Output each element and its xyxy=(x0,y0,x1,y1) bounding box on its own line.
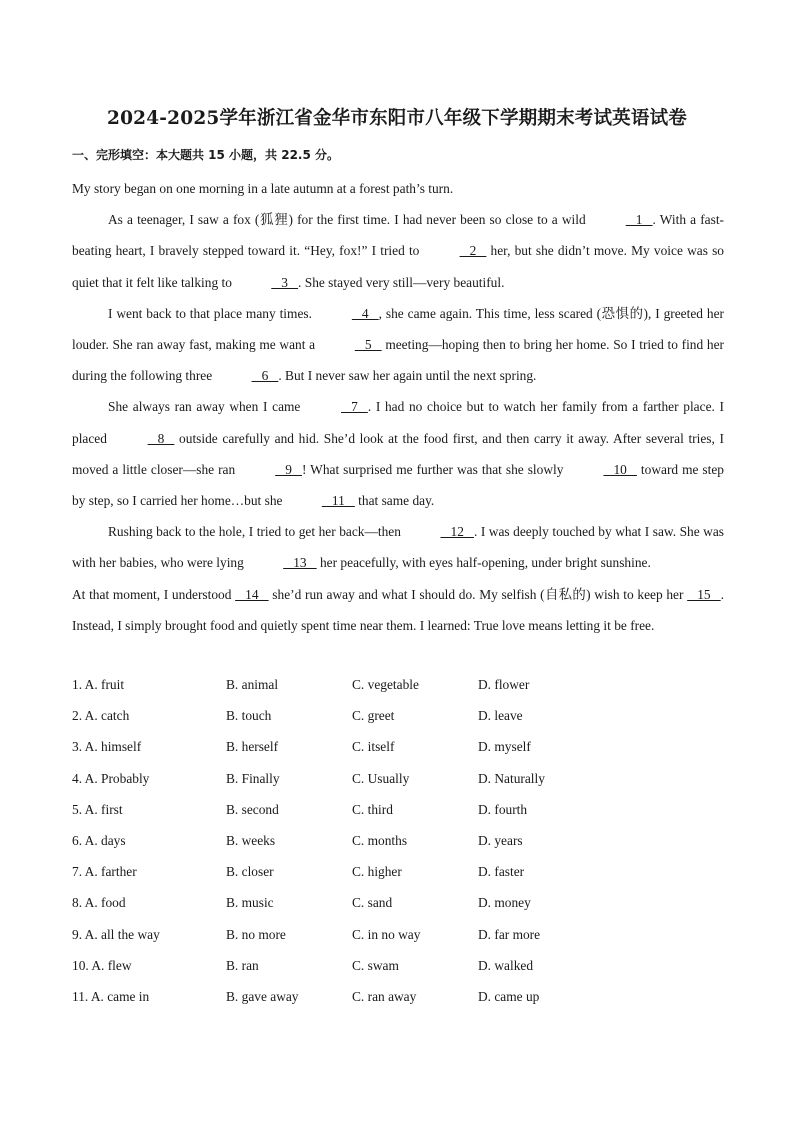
option-a: 9. A. all the way xyxy=(72,926,160,942)
option-c: C. vegetable xyxy=(352,677,419,692)
option-a: 10. A. flew xyxy=(72,957,132,973)
exam-title: 2024-2025学年浙江省金华市东阳市八年级下学期期末考试英语试卷 xyxy=(107,108,687,129)
answer-blank: 4 xyxy=(351,305,379,321)
option-d: D. money xyxy=(478,895,531,911)
passage-text: . But I never saw her again until the next spring. xyxy=(278,368,537,384)
option-b: B. ran xyxy=(226,957,259,973)
passage-text: . I had no choice but to watch her family from a farther place. I placed xyxy=(72,399,724,446)
option-b: B. closer xyxy=(226,864,274,880)
passage-paragraph xyxy=(72,516,724,578)
passage-text: My story began on one morning in a late autumn at a forest path’s turn. xyxy=(72,181,454,196)
option-c: C. ran away xyxy=(352,988,417,1004)
answer-blank: 10 xyxy=(603,461,637,477)
option-b: B. music xyxy=(226,895,274,911)
passage-paragraph xyxy=(72,579,724,641)
option-b: B. Finally xyxy=(226,770,280,786)
answer-blank: 8 xyxy=(147,430,175,446)
option-d: D. years xyxy=(478,832,523,848)
option-d: D. faster xyxy=(478,864,525,880)
option-d: D. fourth xyxy=(478,801,528,817)
option-d: D. Naturally xyxy=(478,770,545,786)
passage-text: ! What surprised me further was that she slowly xyxy=(301,461,568,477)
option-a: 1. A. fruit xyxy=(72,677,125,692)
passage-text: her, but she didn’t move. My voice was so quiet that it felt like talking to xyxy=(72,243,724,290)
option-b: B. second xyxy=(226,801,279,817)
option-a: 5. A. first xyxy=(72,801,123,817)
option-d: D. far more xyxy=(478,926,541,942)
passage-text: her peacefully, with eyes half-opening, under bright sunshine. xyxy=(316,555,651,571)
option-b: B. weeks xyxy=(226,832,276,848)
passage-text: . Instead, I simply brought food and quietly spent time near them. I learned: True love means letting it be free. xyxy=(72,586,724,633)
passage-text: she’d run away and what I should do. My selfish (自私的) wish to keep her xyxy=(268,586,688,602)
passage-paragraph xyxy=(72,391,724,516)
option-c: C. months xyxy=(352,832,408,848)
answer-blank: 13 xyxy=(283,555,317,571)
section-heading: 一、完形填空：本大题共 15 小题，共 22.5 分。 xyxy=(72,148,340,162)
option-d: D. walked xyxy=(478,957,534,973)
answer-blank: 9 xyxy=(275,461,302,477)
option-b: B. no more xyxy=(226,926,286,942)
answer-blank: 11 xyxy=(321,493,355,509)
option-c: C. in no way xyxy=(352,926,421,942)
passage-text: . She stayed very still—very beautiful. xyxy=(298,274,505,290)
answer-blank: 6 xyxy=(251,368,279,384)
option-a: 2. A. catch xyxy=(72,708,130,724)
passage-text: Rushing back to the hole, I tried to get her back—then xyxy=(108,524,405,540)
passage-text: outside carefully and hid. She’d look at the food first, and then carry it away. After several tries, I moved a little closer—she ran xyxy=(72,430,724,477)
answer-blank: 12 xyxy=(440,524,474,540)
option-a: 6. A. days xyxy=(72,832,126,848)
passage-text: At that moment, I understood xyxy=(72,586,236,602)
option-a: 3. A. himself xyxy=(72,739,142,755)
passage-text: , she came again. This time, less scared (恐惧的), I greeted her louder. She ran away fast, making me want a xyxy=(72,305,724,353)
option-c: C. sand xyxy=(352,895,393,911)
answer-blank: 2 xyxy=(459,243,487,259)
answer-blank: 3 xyxy=(271,274,299,290)
option-a: 11. A. came in xyxy=(72,988,150,1004)
answer-blank: 1 xyxy=(625,212,653,228)
answer-blank: 5 xyxy=(354,337,382,353)
passage-text: toward me step by step, so I carried her home…but she xyxy=(72,461,724,509)
option-c: C. Usually xyxy=(352,770,410,786)
passage-text: . I was deeply touched by what I saw. She was with her babies, who were lying xyxy=(72,524,724,571)
passage-paragraph xyxy=(72,204,724,298)
passage-text: that same day. xyxy=(354,493,435,509)
option-a: 7. A. farther xyxy=(72,864,137,880)
option-c: C. greet xyxy=(352,708,395,724)
passage-paragraph xyxy=(72,298,724,392)
option-c: C. itself xyxy=(352,739,395,755)
option-b: B. gave away xyxy=(226,988,299,1004)
option-d: D. myself xyxy=(478,739,531,755)
answer-blank: 14 xyxy=(235,586,269,602)
option-c: C. higher xyxy=(352,864,402,880)
option-d: D. flower xyxy=(478,677,530,692)
passage-text: . With a fast-beating heart, I bravely stepped toward it. “Hey, fox!” I tried to xyxy=(72,212,724,259)
option-d: D. leave xyxy=(478,708,523,724)
option-b: B. touch xyxy=(226,708,272,724)
passage-text: As a teenager, I saw a fox (狐狸) for the first time. I had never been so close to a wild xyxy=(108,212,590,228)
option-b: B. animal xyxy=(226,677,279,692)
option-c: C. third xyxy=(352,801,393,817)
option-b: B. herself xyxy=(226,739,279,755)
passage-paragraph xyxy=(72,173,724,204)
option-a: 4. A. Probably xyxy=(72,770,150,786)
passage-text: She always ran away when I came xyxy=(108,399,306,415)
option-d: D. came up xyxy=(478,988,540,1004)
answer-blank: 15 xyxy=(687,586,721,602)
option-a: 8. A. food xyxy=(72,895,126,911)
cloze-passage xyxy=(72,173,724,641)
option-c: C. swam xyxy=(352,957,399,973)
passage-text: meeting—hoping then to bring her home. So I tried to find her during the following three xyxy=(72,337,724,384)
passage-text: I went back to that place many times. xyxy=(108,305,316,321)
answer-blank: 7 xyxy=(341,399,368,415)
